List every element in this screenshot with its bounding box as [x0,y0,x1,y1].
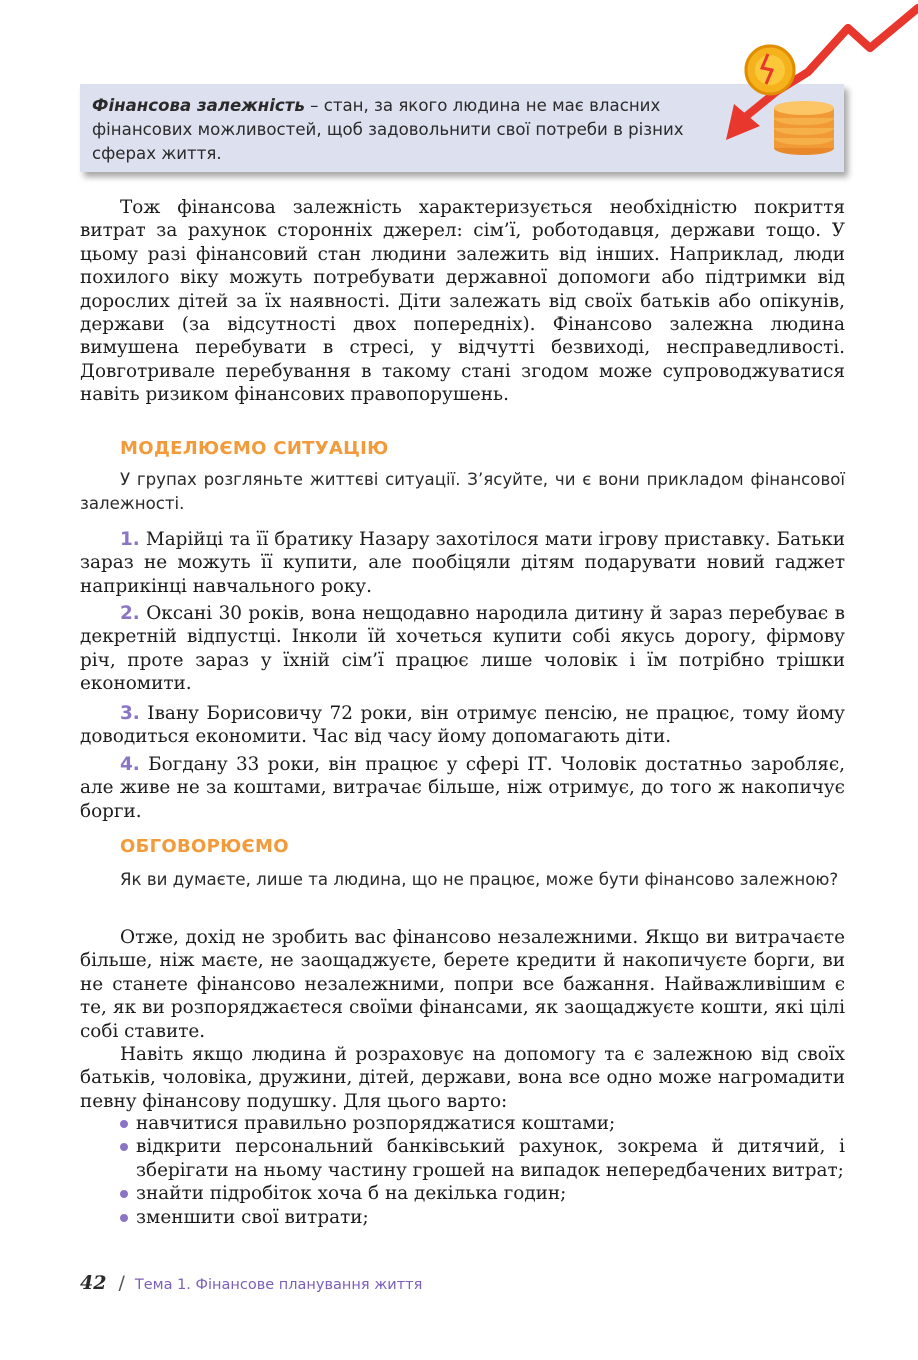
item-text: Марійці та її братику Назару захотілося мати ігрову приставку. Батьки зараз не можуть її купити, але пообіцяли дітям подарувати новий гаджет наприкінці навчального року. [80,529,845,597]
situation-item-4 [80,753,845,823]
item-number: 1. [120,529,140,550]
bullet-dot-icon [120,1214,128,1222]
definition-box [80,84,844,172]
section-heading-modeling: МОДЕЛЮЄМО СИТУАЦІЮ [120,438,389,459]
definition-body: – стан, за якого людина не має власних фінансових можливостей, щоб задовольнити свої потреби в різних сферах життя. [92,96,684,163]
list-item: зменшити свої витрати; [80,1206,845,1229]
page-footer [80,1272,422,1296]
item-number: 4. [120,754,140,775]
bullet-dot-icon [120,1190,128,1198]
item-text: Богдану 33 роки, він працює у сфері ІТ. Чоловік достатньо заробляє, але живе не за коштами, витрачає більше, ніж отримує, до того ж накопичує борги. [80,754,845,822]
situation-item-2 [80,602,845,696]
definition-text [92,94,712,166]
conclusion-paragraph: Отже, дохід не зробить вас фінансово незалежними. Якщо ви витрачаєте більше, ніж маєте, не заощаджуєте, берете кредити й накопичуєте борги, ви не станете фінансово незалежними, попри все бажання. Найважливішим є те, як ви розпоряджаєтеся своїми фінансами, як заощаджуєте кошти, які цілі собі ставите. [80,927,845,1042]
definition-term: Фінансова залежність [92,96,305,115]
intro-paragraph: Тож фінансова залежність характеризується необхідністю покриття витрат за рахунок сторонніх джерел: сім’ї, роботодавця, держави тощо. У цьому разі фінансовий стан людини залежить від інших. Наприклад, люди похилого віку можуть потребувати державної допомоги або підтримки від дорослих дітей за їх наявності. Діти залежать від своїх батьків або опікунів, держави (за відсутності двох попередніх). Фінансово залежна людина вимушена перебувати в стресі, у відчутті безвиході, несправедливості. Довготривале перебування в такому стані згодом може супроводжуватися навіть ризиком фінансових правопорушень. [80,197,845,406]
item-text: Івану Борисовичу 72 роки, він отримує пенсію, не працює, тому йому доводиться економити. Час від часу йому допомагають діти. [80,703,845,748]
bullet-dot-icon [120,1143,128,1151]
advice-list [80,1112,845,1229]
footer-separator: / [118,1272,125,1294]
item-number: 3. [120,703,140,724]
task-text-modeling: У групах розгляньте життєві ситуації. З’ясуйте, чи є вони прикладом фінансової залежності. [80,470,845,513]
advice-paragraph: Навіть якщо людина й розраховує на допомогу та є залежною від своїх батьків, чоловіка, дружини, дітей, держави, вона все одно може нагромадити певну фінансову подушку. Для цього варто: [80,1044,845,1112]
situation-item-3 [80,702,845,749]
list-item: відкрити персональний банківський рахунок, зокрема й дитячий, і зберігати на ньому частину грошей на випадок непередбачених витрат; [80,1135,845,1182]
list-item: знайти підробіток хоча б на декілька годин; [80,1182,845,1205]
item-text: Оксані 30 років, вона нещодавно народила дитину й зараз перебуває в декретній відпустці. Інколи їй хочеться купити собі якусь дорогу, фірмову річ, проте зараз у їхній сім’ї працює лише чоловік і їм потрібно трішки економити. [80,603,845,695]
footer-topic: Тема 1. Фінансове планування життя [134,1277,423,1293]
list-item: навчитися правильно розпоряджатися коштами; [80,1112,845,1135]
task-text-discussion: Як ви думаєте, лише та людина, що не працює, може бути фінансово залежною? [120,870,839,889]
situation-item-1 [80,528,845,598]
section-heading-discussion: ОБГОВОРЮЄМО [120,836,289,857]
page-number: 42 [80,1272,107,1294]
bullet-dot-icon [120,1120,128,1128]
item-number: 2. [120,603,140,624]
